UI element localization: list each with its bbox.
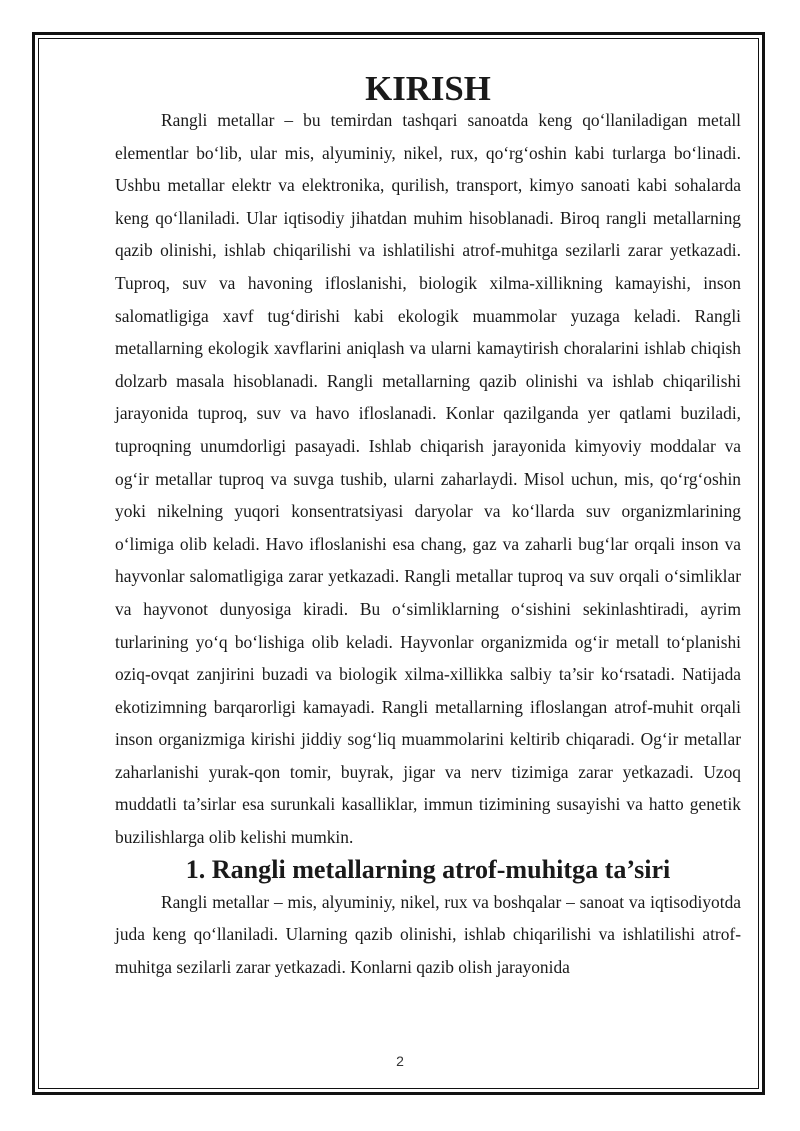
section-heading: 1. Rangli metallarning atrof-muhitga ta’siri bbox=[185, 854, 671, 884]
page-content bbox=[115, 69, 741, 983]
section-paragraph: Rangli metallar – mis, alyuminiy, nikel, rux va boshqalar – sanoat va iqtisodiyotda juda keng qo‘llaniladi. Ularning qazib olinishi, ishlab chiqarilishi va ishlatilishi atrof-muhitga sezilarli zarar yetkazadi. Konlarni qazib olish jarayonida bbox=[115, 891, 741, 977]
page-number: 2 bbox=[396, 1053, 404, 1069]
intro-paragraph: Rangli metallar – bu temirdan tashqari sanoatda keng qo‘llaniladigan metall elementlar bo‘lib, ular mis, alyuminiy, nikel, rux, qo‘rg‘oshin kabi turlarga bo‘linadi. Ushbu metallar elektr va elektronika, qurilish, transport, kimyo sanoati kabi sohalarda keng qo‘llaniladi. Ular iqtisodiy jihatdan muhim hisoblanadi. Biroq rangli metallarning qazib olinishi, ishlab chiqarilishi va ishlatilishi atrof-muhitga sezilarli zarar yetkazadi. Tuproq, suv va havoning ifloslanishi, biologik xilma-xillikning kamayishi, inson salomatligiga xavf tug‘dirishi kabi ekologik muammolar yuzaga keladi. Rangli metallarning ekologik xavflarini aniqlash va ularni kamaytirish choralarini ishlab chiqish dolzarb masala hisoblanadi. Rangli metallarning qazib olinishi va ishlab chiqarilishi jarayonida tuproq, suv va havo ifloslanadi. Konlar qazilganda yer qatlami buziladi, tuproqning unumdorligi pasayadi. Ishlab chiqarish jarayonida kimyoviy moddalar va og‘ir metallar tuproq va suvga tushib, ularni zaharlaydi. Misol uchun, mis, qo‘rg‘oshin yoki nikelning yuqori konsentratsiyasi daryolar va ko‘llarda suv organizmlarining o‘limiga olib keladi. Havo ifloslanishi esa chang, gaz va zaharli bug‘lar orqali inson va hayvonlar salomatligiga zarar yetkazadi. Rangli metallar tuproq va suv orqali o‘simliklar va hayvonot dunyosiga kiradi. Bu o‘simliklarning o‘sishini sekinlashtiradi, ayrim turlarining yo‘q bo‘lishiga olib keladi. Hayvonlar organizmida og‘ir metall to‘planishi oziq-ovqat zanjirini buzadi va biologik xilma-xillikka salbiy ta’sir ko‘rsatadi. Natijada ekotizimning barqarorligi kamayadi. Rangli metallarning ifloslangan atrof-muhit orqali inson organizmiga kirishi jiddiy sog‘liq muammolarini keltirib chiqaradi. Og‘ir metallar zaharlanishi yurak-qon tomir, buyrak, jigar va nerv tizimiga zarar yetkazadi. Uzoq muddatli ta’sirlar esa surunkali kasalliklar, immun tizimining susayishi va hatto genetik buzilishlarga olib kelishi mumkin. bbox=[115, 110, 741, 848]
page-title: KIRISH bbox=[365, 69, 491, 108]
